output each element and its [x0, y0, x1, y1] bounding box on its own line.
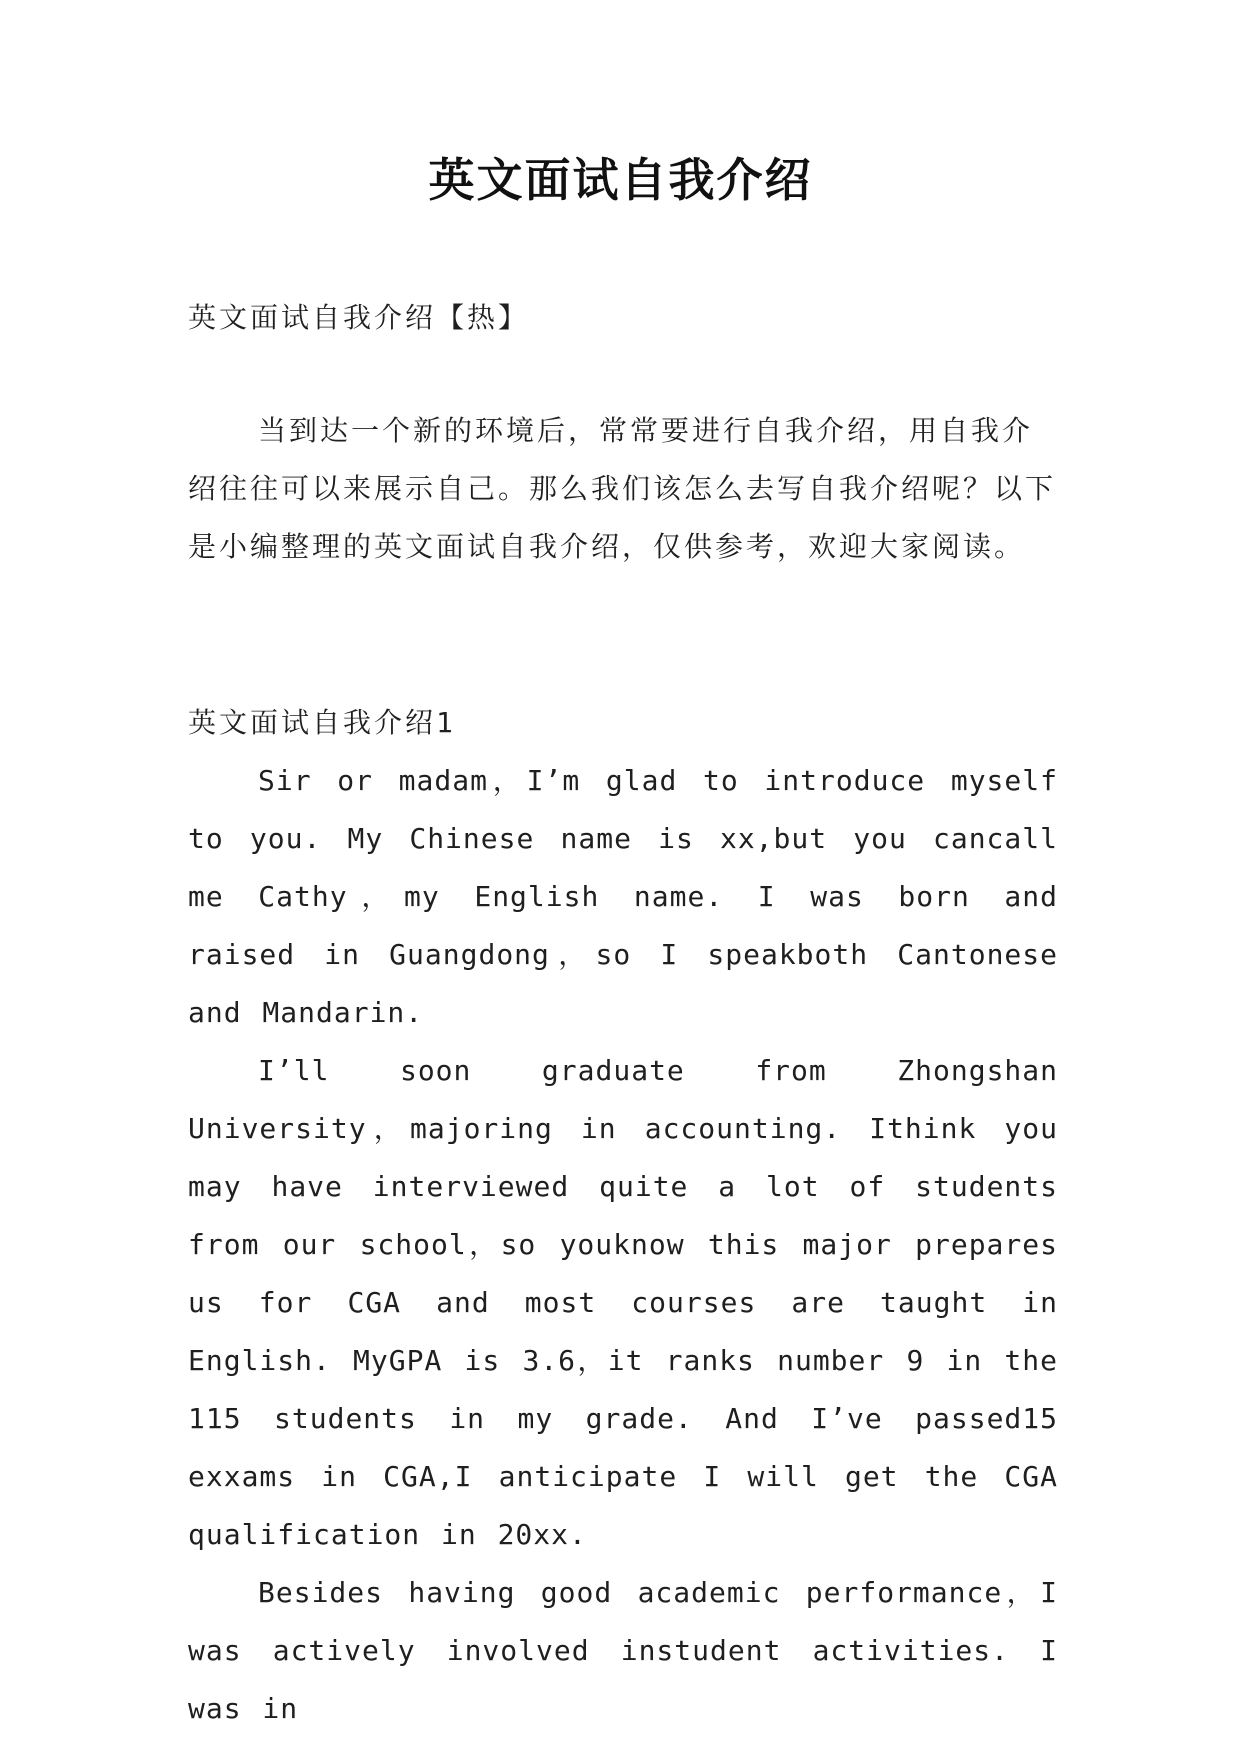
intro-paragraph: 当到达一个新的环境后，常常要进行自我介绍，用自我介绍往往可以来展示自己。那么我们该怎么去写自我介绍呢？以下是小编整理的英文面试自我介绍，仅供参考，欢迎大家阅读。: [188, 414, 1057, 563]
body-paragraph: Besides having good academic performance，I was actively involved instudent activities. I was in: [188, 1576, 1058, 1725]
body-paragraph: I’ll soon graduate from Zhongshan University，majoring in accounting. Ithink you may have interviewed quite a lot of students from our school，so youknow this major prepares us for CGA and most courses are taught in English. MyGPA is 3.6，it ranks number 9 in the 115 students in my grade. And I’ve passed15 exxams in CGA,I anticipate I will get the CGA qualification in 20xx.: [188, 1054, 1058, 1551]
document-subtitle: 英文面试自我介绍【热】: [188, 301, 530, 334]
body-paragraph: Sir or madam，I’m glad to introduce myself to you. My Chinese name is xx,but you cancall me Cathy，my English name. I was born and raised in Guangdong，so I speakboth Cantonese and Mandarin.: [188, 764, 1058, 1029]
section-heading: 英文面试自我介绍1: [188, 706, 456, 739]
section-body: [188, 752, 1058, 1738]
document-title: 英文面试自我介绍: [428, 153, 813, 207]
